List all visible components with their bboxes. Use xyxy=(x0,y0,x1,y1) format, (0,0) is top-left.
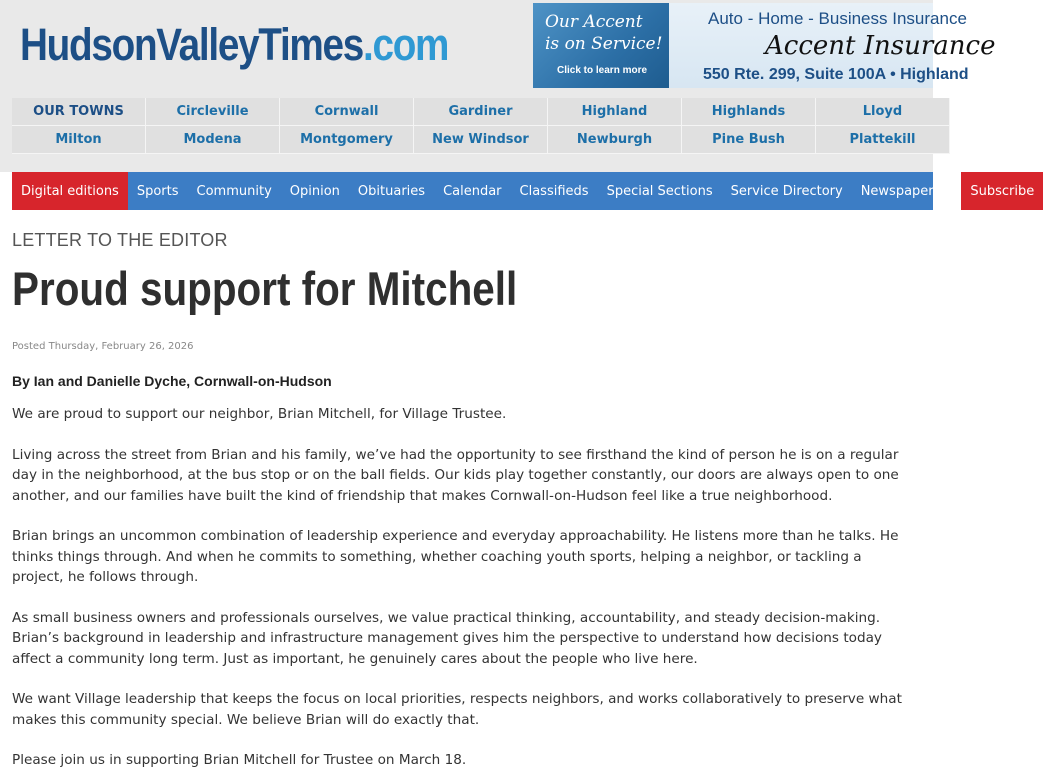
nav-special-sections[interactable]: Special Sections xyxy=(606,183,713,199)
site-logo[interactable] xyxy=(14,12,504,76)
ad-services: Auto - Home - Business Insurance xyxy=(708,9,967,28)
town-highland[interactable]: Highland xyxy=(548,98,682,126)
town-cornwall[interactable]: Cornwall xyxy=(280,98,414,126)
towns-menu xyxy=(12,98,933,154)
article-paragraph: We are proud to support our neighbor, Brian Mitchell, for Village Trustee. xyxy=(12,406,507,422)
nav-community[interactable]: Community xyxy=(196,183,272,199)
article-paragraph: As small business owners and professionals ourselves, we value practical thinking, accountability, and steady decision-making. Brian’s background in leadership and infrastructure management gives him the perspective to understand how decisions today affect a community long term. Just as important, he genuinely cares about the people who live here. xyxy=(12,609,882,667)
article-paragraph: Living across the street from Brian and his family, we’ve had the opportunity to see firsthand the kind of person he is on a regular day in the neighborhood, at the bus stop or on the ball fields. Our kids play together constantly, our doors are always open to one another, and our families have built the kind of friendship that makes Cornwall-on-Hudson feel like a true neighborhood. xyxy=(12,446,899,504)
town-our-towns[interactable]: OUR TOWNS xyxy=(12,98,146,126)
town-newburgh[interactable]: Newburgh xyxy=(548,126,682,154)
nav-classifieds[interactable]: Classifieds xyxy=(519,183,589,199)
article-paragraph: We want Village leadership that keeps the focus on local priorities, respects neighbors, and works collaboratively to preserve what makes this community special. We believe Brian will do exactly that. xyxy=(12,691,902,728)
ad-slogan-line-2: is on Service! xyxy=(545,34,663,54)
town-circleville[interactable]: Circleville xyxy=(146,98,280,126)
town-modena[interactable]: Modena xyxy=(146,126,280,154)
ad-slogan xyxy=(545,11,675,55)
article-kicker: LETTER TO THE EDITOR xyxy=(12,230,228,250)
article xyxy=(12,230,917,771)
town-new-windsor[interactable]: New Windsor xyxy=(414,126,548,154)
ad-address: 550 Rte. 299, Suite 100A • Highland xyxy=(703,66,969,83)
site-wordmark xyxy=(20,18,449,70)
posted-label: Posted xyxy=(12,341,46,352)
site-name: HudsonValleyTimes xyxy=(20,18,364,70)
article-paragraph: Brian brings an uncommon combination of leadership experience and everyday approachability. He listens more than he talks. He thinks things through. And when he commits to something, whether coaching youth sports, helping a neighbor, or tackling a project, he follows through. xyxy=(12,528,899,585)
site-header xyxy=(0,0,996,172)
town-pine-bush[interactable]: Pine Bush xyxy=(682,126,816,154)
ad-slogan-line-1: Our Accent xyxy=(545,12,643,32)
town-plattekill[interactable]: Plattekill xyxy=(816,126,950,154)
nav-newspapers[interactable] xyxy=(852,172,962,210)
nav-digital-editions[interactable]: Digital editions xyxy=(12,172,128,210)
ad-cta[interactable]: Click to learn more xyxy=(557,65,648,76)
town-milton[interactable]: Milton xyxy=(12,126,146,154)
nav-obituaries[interactable]: Obituaries xyxy=(357,183,426,199)
nav-opinion[interactable]: Opinion xyxy=(289,183,340,199)
posted-date xyxy=(12,341,917,352)
nav-service-directory[interactable]: Service Directory xyxy=(730,183,843,199)
article-headline: Proud support for Mitchell xyxy=(12,262,518,315)
town-lloyd[interactable]: Lloyd xyxy=(816,98,950,126)
town-highlands[interactable]: Highlands xyxy=(682,98,816,126)
article-paragraph: Please join us in supporting Brian Mitchell for Trustee on March 18. xyxy=(12,752,467,768)
town-montgomery[interactable]: Montgomery xyxy=(280,126,414,154)
ad-company: Accent Insurance xyxy=(765,31,996,61)
insurance-ad-banner[interactable] xyxy=(533,3,996,88)
nav-calendar[interactable]: Calendar xyxy=(443,183,502,199)
town-gardiner[interactable]: Gardiner xyxy=(414,98,548,126)
article-byline: By Ian and Danielle Dyche, Cornwall-on-Hudson xyxy=(12,373,332,389)
nav-newspapers-label: Newspapers xyxy=(860,183,941,199)
posted-date-value: Thursday, February 26, 2026 xyxy=(48,341,194,352)
nav-subscribe[interactable]: Subscribe xyxy=(961,172,1043,210)
caret-down-icon: ▼ xyxy=(945,186,953,196)
site-tld: .com xyxy=(363,18,449,70)
nav-sports[interactable]: Sports xyxy=(136,183,179,199)
main-nav xyxy=(12,172,1035,210)
